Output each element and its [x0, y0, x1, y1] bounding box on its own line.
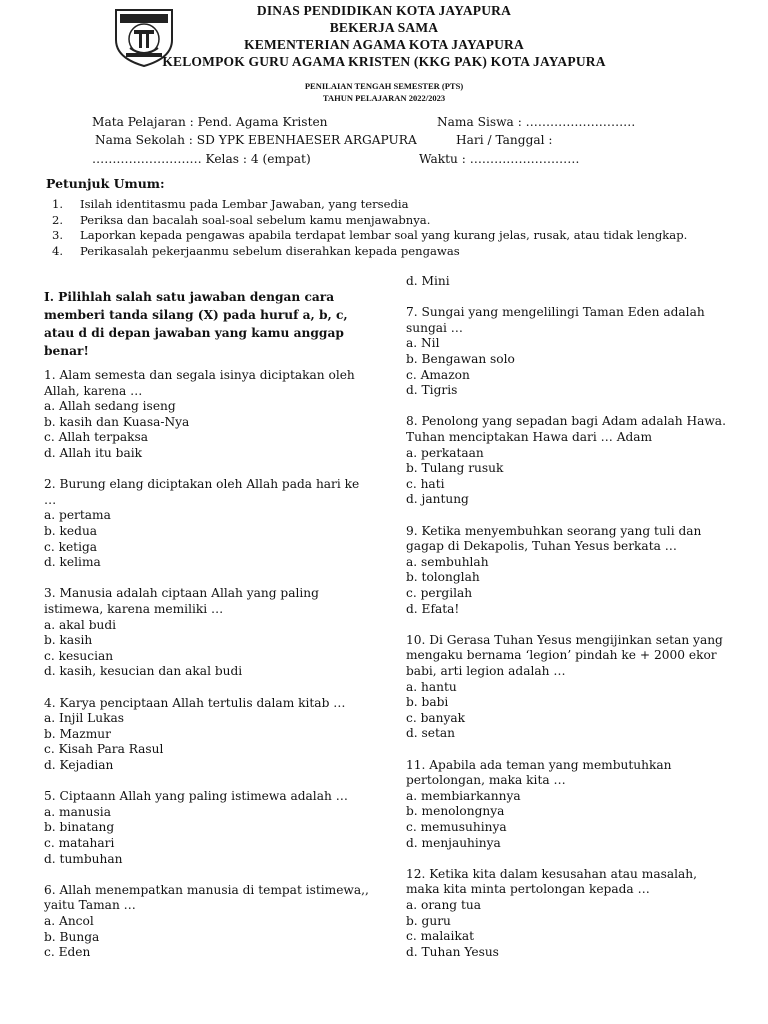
school-name-field: Nama Sekolah : SD YPK EBENHAESER ARGAPURA	[95, 133, 417, 147]
answer-option: a. orang tua	[406, 898, 481, 912]
answer-option: a. perkataan	[406, 445, 484, 460]
question-text: 7. Sungai yang mengelilingi Taman Eden adalah	[406, 305, 705, 320]
header-line-1: DINAS PENDIDIKAN KOTA JAYAPURA	[256, 3, 512, 18]
answer-option: d. jantung	[406, 492, 469, 507]
answer-option: b. tolonglah	[406, 570, 480, 585]
answer-option: b. babi	[406, 695, 449, 710]
question-text: …	[44, 492, 57, 507]
answer-option: a. pertama	[44, 508, 111, 523]
class-field: ……………………… Kelas : 4 (empat)	[92, 152, 311, 166]
answer-option: c. pergilah	[406, 586, 473, 600]
answer-option: d. Efata!	[406, 601, 460, 616]
question-text: maka kita minta pertolongan kepada …	[406, 882, 650, 897]
answer-option: b. Tulang rusuk	[406, 461, 504, 476]
answer-option: d. Tigris	[406, 383, 458, 398]
answer-option: a. membiarkannya	[406, 788, 521, 803]
section-instruction: I. Pilihlah salah satu jawaban dengan cara memberi tanda silang (X) pada huruf a, b, c, atau d di depan jawaban yang kamu anggap benar!	[44, 290, 348, 358]
answer-option: b. Bengawan solo	[406, 352, 515, 366]
answer-option: d. kelima	[44, 555, 101, 570]
answer-option: c. Allah terpaksa	[44, 430, 149, 445]
instruction-item: 2. Periksa dan bacalah soal-soal sebelum kamu menjawabnya.	[52, 213, 431, 227]
instruction-item: 1. Isilah identitasmu pada Lembar Jawaban, yang tersedia	[52, 197, 409, 211]
answer-option: a. hantu	[406, 679, 457, 694]
date-field: Hari / Tanggal :	[456, 133, 553, 147]
answer-option: b. kasih dan Kuasa-Nya	[44, 414, 190, 429]
question-text: gagap di Dekapolis, Tuhan Yesus berkata …	[406, 539, 677, 554]
exam-title: PENILAIAN TENGAH SEMESTER (PTS)	[304, 81, 464, 91]
answer-option: a. akal budi	[44, 617, 117, 632]
time-field: Waktu : ………………………	[419, 152, 580, 166]
answer-option: d. Kejadian	[44, 758, 114, 772]
question-text: 12. Ketika kita dalam kesusahan atau masalah,	[406, 866, 697, 881]
question-text: yaitu Taman …	[44, 898, 136, 913]
header-line-4: KELOMPOK GURU AGAMA KRISTEN (KKG PAK) KOTA JAYAPURA	[162, 54, 606, 69]
question-text: 10. Di Gerasa Tuhan Yesus mengijinkan setan yang	[406, 632, 723, 647]
question-text: babi, arti legion adalah …	[406, 664, 566, 678]
question-text: 8. Penolong yang sepadan bagi Adam adalah Hawa.	[406, 414, 726, 429]
answer-option: b. menolongnya	[406, 804, 505, 819]
student-name-field: Nama Siswa : ………………………	[437, 115, 636, 129]
question-text: 1. Alam semesta dan segala isinya diciptakan oleh	[44, 368, 355, 382]
question-text: 11. Apabila ada teman yang membutuhkan	[406, 757, 672, 772]
answer-option: a. Injil Lukas	[44, 711, 124, 726]
header-line-2: BEKERJA SAMA	[329, 20, 439, 35]
question-text: mengaku bernama ‘legion’ pindah ke + 2000 ekor	[406, 648, 717, 663]
answer-option: a. sembuhlah	[406, 554, 489, 569]
answer-option: c. hati	[406, 476, 445, 491]
question-text: 3. Manusia adalah ciptaan Allah yang paling	[44, 586, 319, 601]
answer-option: c. Amazon	[406, 367, 470, 382]
answer-option: b. kedua	[44, 524, 98, 538]
question-text: Allah, karena …	[44, 383, 143, 398]
answer-option: b. binatang	[44, 820, 115, 835]
answer-option: c. Eden	[44, 945, 91, 960]
subject-field: Mata Pelajaran : Pend. Agama Kristen	[92, 115, 328, 129]
answer-option: d. Mini	[406, 274, 450, 288]
question-text: pertolongan, maka kita …	[406, 773, 566, 788]
answer-option: a. Ancol	[44, 914, 94, 928]
answer-option: a. Nil	[406, 336, 440, 351]
question-text: Tuhan menciptakan Hawa dari … Adam	[406, 430, 653, 444]
answer-option: b. Bunga	[44, 929, 100, 944]
answer-option: a. Allah sedang iseng	[44, 399, 176, 414]
answer-option: b. Mazmur	[44, 726, 111, 741]
answer-option: c. kesucian	[44, 648, 114, 663]
question-text: sungai …	[406, 320, 463, 335]
answer-option: c. matahari	[44, 836, 115, 850]
question-text: istimewa, karena memiliki …	[44, 602, 224, 616]
instruction-item: 3. Laporkan kepada pengawas apabila terdapat lembar soal yang kurang jelas, rusak, atau tidak lengkap.	[52, 228, 688, 242]
question-text: 6. Allah menempatkan manusia di tempat istimewa,,	[44, 882, 369, 897]
question-text: 5. Ciptaann Allah yang paling istimewa adalah …	[44, 789, 348, 804]
answer-option: d. setan	[406, 726, 456, 741]
instruction-item: 4. Perikasalah pekerjaanmu sebelum diserahkan kepada pengawas	[52, 244, 460, 258]
answer-option: c. memusuhinya	[406, 820, 507, 834]
question-text: 4. Karya penciptaan Allah tertulis dalam kitab …	[44, 695, 346, 710]
answer-option: d. tumbuhan	[44, 851, 123, 866]
answer-option: d. kasih, kesucian dan akal budi	[44, 664, 243, 679]
answer-option: d. menjauhinya	[406, 835, 501, 850]
answer-option: c. banyak	[406, 710, 466, 725]
answer-option: d. Tuhan Yesus	[406, 944, 499, 959]
answer-option: a. manusia	[44, 804, 111, 819]
answer-option: c. Kisah Para Rasul	[44, 742, 164, 757]
question-text: 9. Ketika menyembuhkan seorang yang tuli dan	[406, 523, 702, 538]
question-text: 2. Burung elang diciptakan oleh Allah pada hari ke	[44, 477, 360, 492]
answer-option: c. ketiga	[44, 539, 98, 554]
answer-option: c. malaikat	[406, 929, 475, 944]
school-year: TAHUN PELAJARAN 2022/2023	[322, 93, 446, 103]
header-line-3: KEMENTERIAN AGAMA KOTA JAYAPURA	[244, 37, 524, 52]
answer-option: b. guru	[406, 913, 451, 928]
instructions-title: Petunjuk Umum:	[46, 176, 165, 191]
answer-option: b. kasih	[44, 633, 93, 648]
answer-option: d. Allah itu baik	[44, 446, 143, 460]
